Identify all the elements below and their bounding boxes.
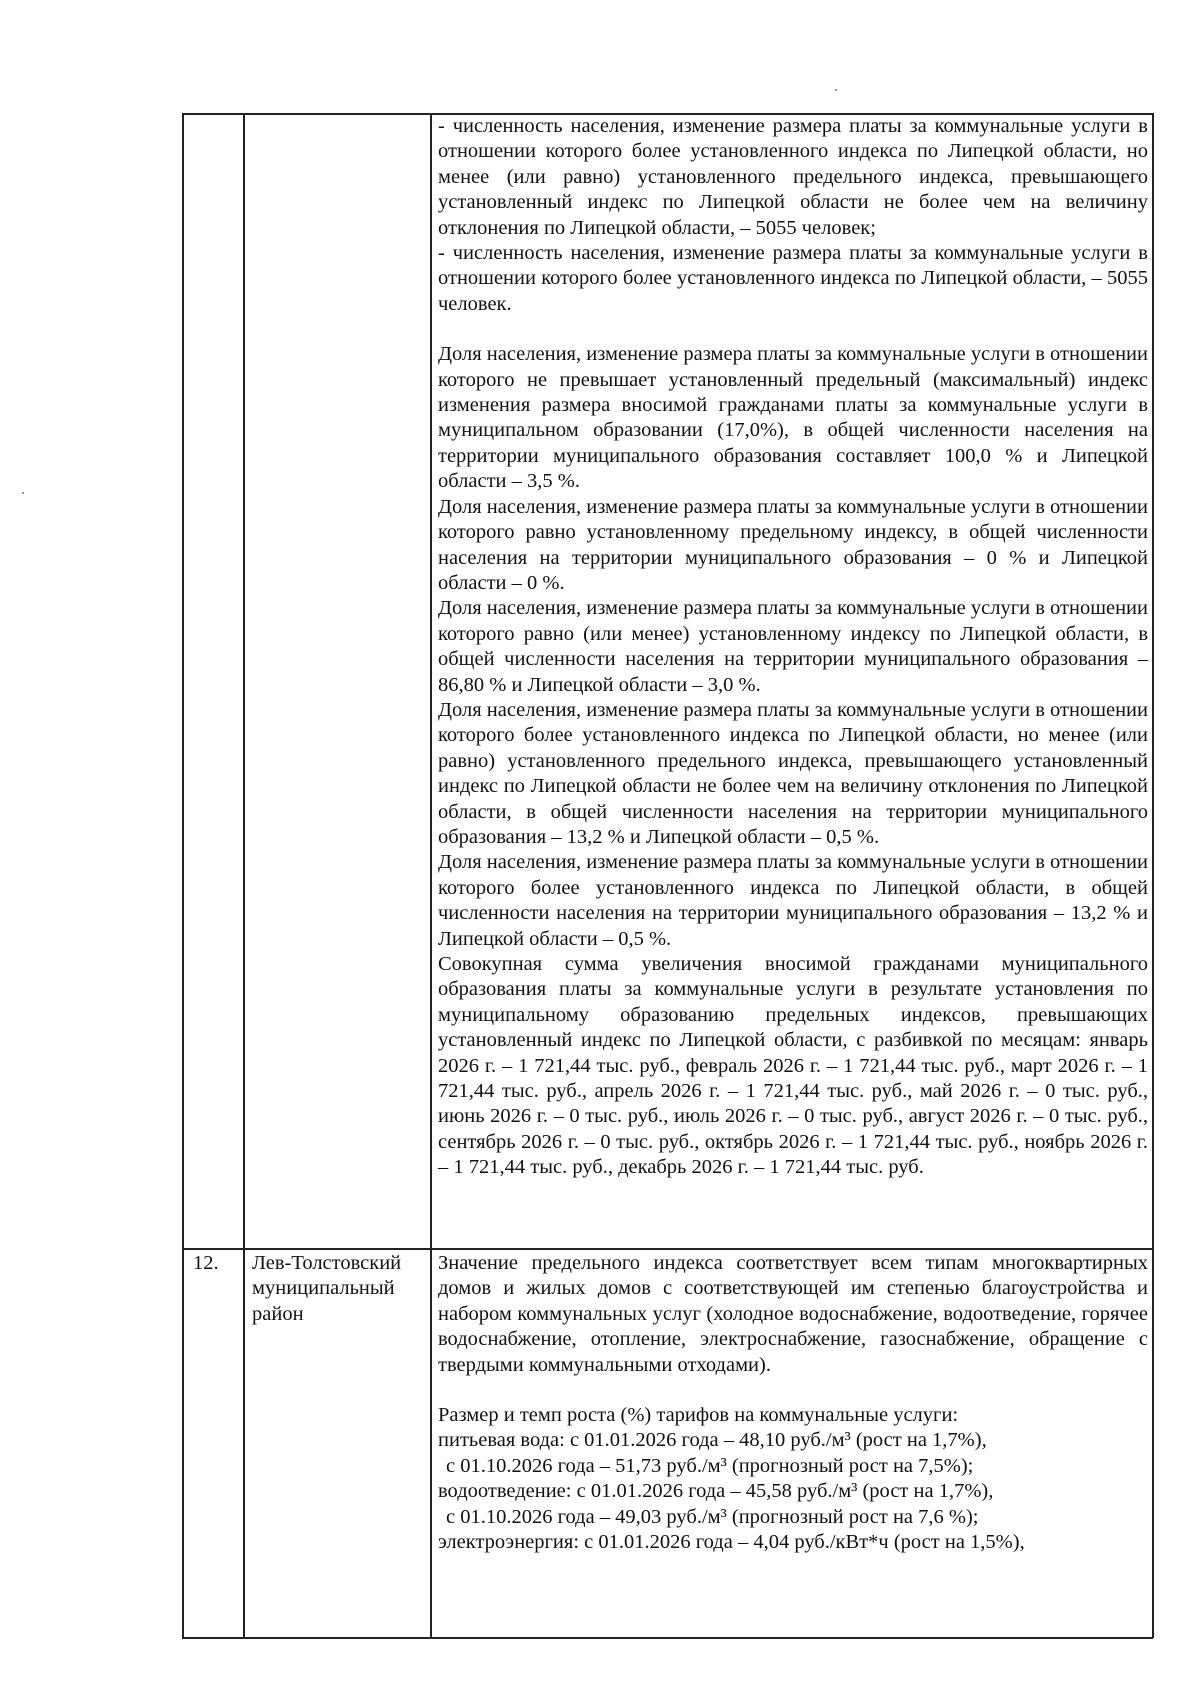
share-paragraph: Доля населения, изменение размера платы за коммунальные услуги в отношении которого более установленного индекса по Липецкой области, но менее (или равно) установленного предельного индекса, превышающего установленный индекс по Липецкой области не более чем на величину отклонения по Липецкой области, в общей численности населения на территории муниципального образования – 13,2 % и Липецкой области – 0,5 %. xyxy=(438,698,1148,848)
table-col-line-3 xyxy=(430,113,432,1638)
tariff-line: с 01.10.2026 года – 51,73 руб./м³ (прогнозный рост на 7,5%); xyxy=(446,1454,974,1477)
population-paragraph: - численность населения, изменение размера платы за коммунальные услуги в отношении которого более установленного индекса по Липецкой области, но менее (или равно) установленного предельного индекса, превышающего установленный индекс по Липецкой области не более чем на величину отклонения по Липецкой области, – 5055 человек; xyxy=(438,115,1148,239)
row-12-description-cell xyxy=(438,1251,1148,1555)
share-paragraph: Доля населения, изменение размера платы за коммунальные услуги в отношении которого равно установленному предельному индексу, в общей численности населения на территории муниципального образования – 0 % и Липецкой области – 0 %. xyxy=(438,495,1148,594)
municipality-name: Лев-Толстовский муниципальный район xyxy=(252,1252,402,1325)
paragraph-gap xyxy=(438,317,1148,342)
table-border-bottom xyxy=(182,1637,1153,1639)
table-row-divider xyxy=(182,1248,1153,1250)
table-col-line-4 xyxy=(1152,113,1154,1638)
monthly-sum-paragraph: Совокупная сумма увеличения вносимой гражданами муниципального образования платы за коммунальные услуги в результате установления по муниципальному образованию предельных индексов, превышающих установленный индекс по Липецкой области, с разбивкой по месяцам: январь 2026 г. – 1 721,44 тыс. руб., февраль 2026 г. – 1 721,44 тыс. руб., март 2026 г. – 1 721,44 тыс. руб., апрель 2026 г. – 1 721,44 тыс. руб., май 2026 г. – 0 тыс. руб., июнь 2026 г. – 0 тыс. руб., июль 2026 г. – 0 тыс. руб., август 2026 г. – 0 тыс. руб., сентябрь 2026 г. – 0 тыс. руб., октябрь 2026 г. – 1 721,44 тыс. руб., ноябрь 2026 г. – 1 721,44 тыс. руб., декабрь 2026 г. – 1 721,44 тыс. руб. xyxy=(438,953,1148,1179)
prev-row-description-cell xyxy=(438,114,1148,1181)
tariff-line: питьевая вода: с 01.01.2026 года – 48,10 руб./м³ (рост на 1,7%), xyxy=(438,1429,987,1452)
index-applicability-paragraph: Значение предельного индекса соответствует всем типам многоквартирных домов и жилых домов с соответствующей им степенью благоустройства и набором коммунальных услуг (холодное водоснабжение, водоотведение, горячее водоснабжение, отопление, электроснабжение, газоснабжение, обращение с твердыми коммунальными отходами). xyxy=(438,1252,1148,1376)
row-number: 12. xyxy=(193,1252,219,1274)
table-col-line-2 xyxy=(243,113,245,1638)
share-paragraph: Доля населения, изменение размера платы за коммунальные услуги в отношении которого более установленного индекса по Липецкой области, в общей численности населения на территории муниципального образования – 13,2 % и Липецкой области – 0,5 %. xyxy=(438,851,1148,950)
table-col-line-1 xyxy=(182,113,184,1638)
scan-speck xyxy=(835,89,837,91)
share-paragraph: Доля населения, изменение размера платы за коммунальные услуги в отношении которого не превышает установленный предельный (максимальный) индекс изменения размера вносимой гражданами платы за коммунальные услуги в муниципальном образовании (17,0%), в общей численности населения на территории муниципального образования составляет 100,0 % и Липецкой области – 3,5 %. xyxy=(438,343,1148,493)
share-paragraph: Доля населения, изменение размера платы за коммунальные услуги в отношении которого равно (или менее) установленному индексу по Липецкой области, в общей численности населения на территории муниципального образования – 86,80 % и Липецкой области – 3,0 %. xyxy=(438,597,1148,696)
population-paragraph: - численность населения, изменение размера платы за коммунальные услуги в отношении которого более установленного индекса по Липецкой области, – 5055 человек. xyxy=(438,242,1148,315)
tariff-line: с 01.10.2026 года – 49,03 руб./м³ (прогнозный рост на 7,6 %); xyxy=(446,1505,979,1528)
tariff-line: электроэнергия: с 01.01.2026 года – 4,04 руб./кВт*ч (рост на 1,5%), xyxy=(438,1531,1025,1554)
scan-speck xyxy=(22,492,24,494)
paragraph-gap xyxy=(438,1378,1148,1403)
tariff-line: водоотведение: с 01.01.2026 года – 45,58 руб./м³ (рост на 1,7%), xyxy=(438,1480,994,1503)
tariffs-heading: Размер и темп роста (%) тарифов на коммунальные услуги: xyxy=(438,1404,959,1427)
